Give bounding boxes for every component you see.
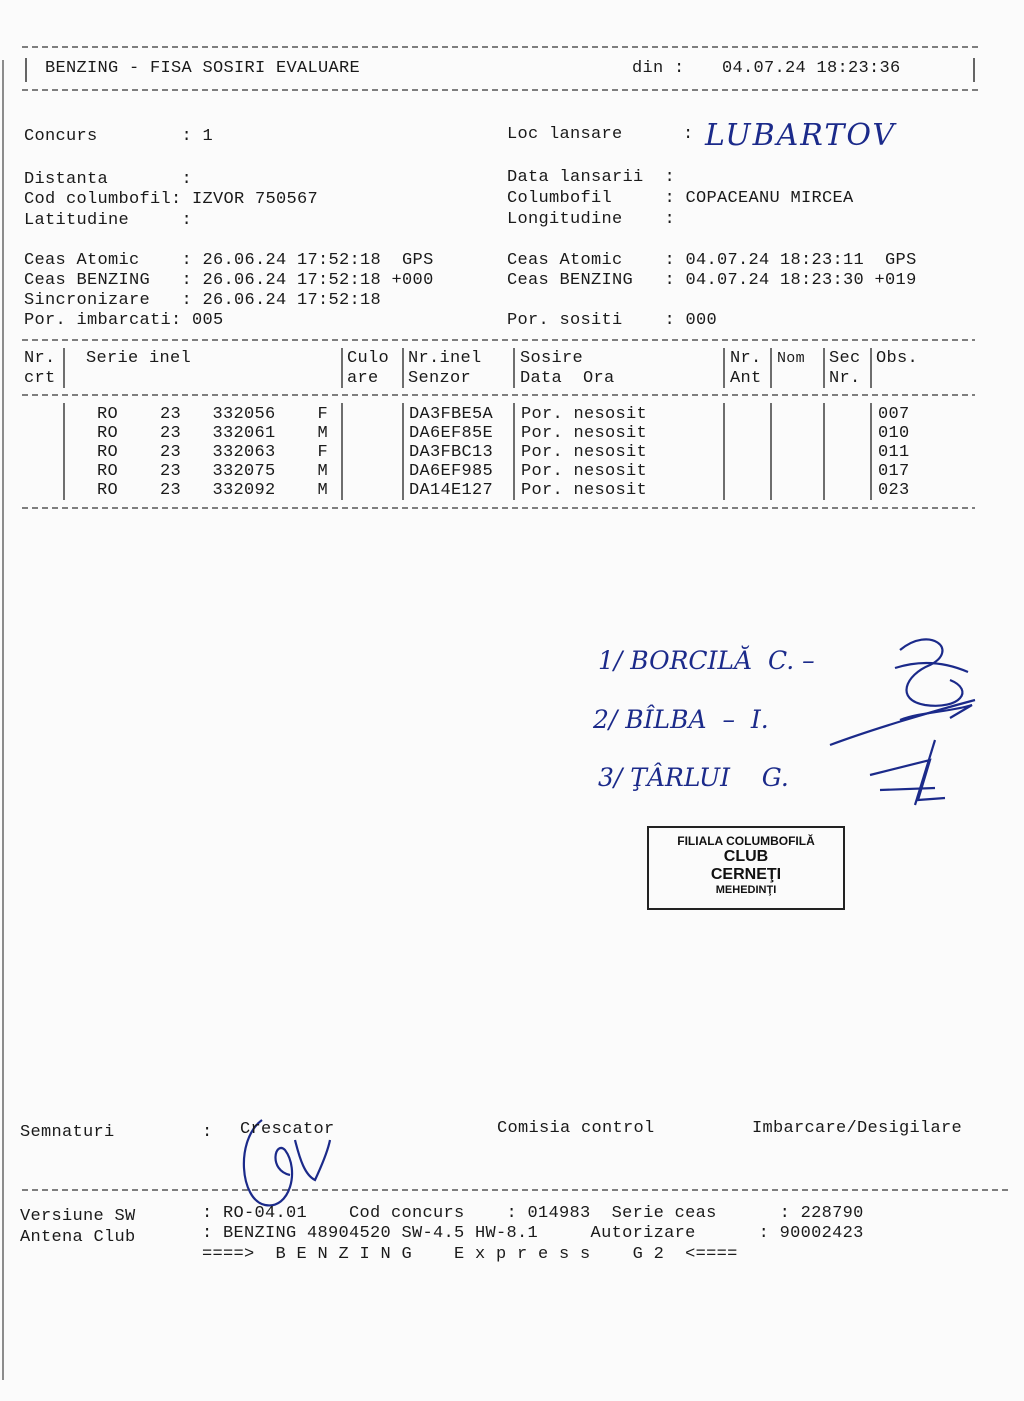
row-serie: RO 23 332075 M: [97, 462, 329, 481]
loc-lansare-colon: :: [683, 125, 694, 144]
row-sosire: Por. nesosit: [521, 481, 648, 500]
col-nr-crt-1: Nr.: [24, 349, 56, 368]
row-obs: 007: [878, 405, 910, 424]
por-imbarcati-field: Por. imbarcati: 005: [24, 311, 224, 330]
comisia-control-label: Comisia control: [497, 1119, 655, 1138]
antena-value: : BENZING 48904520 SW-4.5 HW-8.1 Autorizare : 90002423: [202, 1224, 864, 1243]
loc-lansare-label: Loc lansare: [507, 125, 623, 144]
stamp-line-2: CLUB: [723, 848, 769, 865]
row-obs: 010: [878, 424, 910, 443]
concurs-field: Concurs : 1: [24, 127, 214, 146]
col-nr-ant-2: Ant: [730, 369, 762, 388]
handwritten-name-2: 2/ BÎLBA – I.: [593, 705, 769, 734]
por-sositi-field: Por. sositi : 000: [507, 311, 718, 330]
row-serie: RO 23 332056 F: [97, 405, 329, 424]
columbofil-field: Columbofil : COPACEANU MIRCEA: [507, 189, 854, 208]
row-serie: RO 23 332061 M: [97, 424, 329, 443]
row-sosire: Por. nesosit: [521, 405, 648, 424]
row-senzor: DA3FBC13: [409, 443, 494, 462]
distanta-field: Distanta :: [24, 170, 193, 189]
row-senzor: DA3FBE5A: [409, 405, 494, 424]
crescator-label: Crescator: [240, 1120, 335, 1139]
report-title: BENZING - FISA SOSIRI EVALUARE: [45, 59, 361, 78]
col-sec-2: Nr.: [829, 369, 861, 388]
data-lansarii-field: Data lansarii :: [507, 168, 676, 187]
col-serie-inel: Serie inel: [86, 349, 192, 368]
row-serie: RO 23 332092 M: [97, 481, 329, 500]
col-sosire-2: Data Ora: [520, 369, 615, 388]
row-obs: 011: [878, 443, 910, 462]
date-label: din :: [632, 59, 685, 78]
loc-lansare-handwritten: LUBARTOV: [705, 118, 897, 153]
antena-label: Antena Club: [20, 1228, 136, 1247]
row-senzor: DA6EF985: [409, 462, 494, 481]
latitudine-field: Latitudine :: [24, 211, 193, 230]
col-culoare-1: Culo: [347, 349, 390, 368]
row-senzor: DA14E127: [409, 481, 494, 500]
row-sosire: Por. nesosit: [521, 462, 648, 481]
stamp-line-4: MEHEDINŢI: [715, 884, 777, 896]
semnaturi-label: Semnaturi: [20, 1123, 115, 1142]
row-senzor: DA6EF85E: [409, 424, 494, 443]
row-obs: 023: [878, 481, 910, 500]
cod-columbofil-field: Cod columbofil: IZVOR 750567: [24, 190, 319, 209]
col-nr-inel-2: Senzor: [408, 369, 472, 388]
handwritten-name-3: 3/ ŢÂRLUI G.: [598, 763, 789, 792]
stamp-line-3: CERNEŢI: [710, 866, 782, 883]
imbarcare-label: Imbarcare/Desigilare: [752, 1119, 963, 1138]
row-obs: 017: [878, 462, 910, 481]
semnaturi-colon: :: [202, 1123, 213, 1142]
ceas-atomic-end: Ceas Atomic : 04.07.24 18:23:11 GPS: [507, 251, 917, 270]
row-sosire: Por. nesosit: [521, 443, 648, 462]
col-nr-ant-1: Nr.: [730, 349, 762, 368]
stamp-line-1: FILIALA COLUMBOFILĂ: [677, 834, 815, 848]
versiune-value: : RO-04.01 Cod concurs : 014983 Serie ceas : 228790: [202, 1204, 864, 1223]
sincronizare-field: Sincronizare : 26.06.24 17:52:18: [24, 291, 382, 310]
col-culoare-2: are: [347, 369, 379, 388]
col-nom: Nom: [777, 350, 805, 367]
row-serie: RO 23 332063 F: [97, 443, 329, 462]
ceas-benzing-start: Ceas BENZING : 26.06.24 17:52:18 +000: [24, 271, 434, 290]
report-datetime: 04.07.24 18:23:36: [722, 59, 901, 78]
benzing-express-banner: ====> B E N Z I N G E x p r e s s G 2 <====: [202, 1245, 738, 1264]
handwritten-name-1: 1/ BORCILĂ C. –: [598, 646, 815, 675]
col-sosire-1: Sosire: [520, 349, 584, 368]
row-sosire: Por. nesosit: [521, 424, 648, 443]
col-obs: Obs.: [876, 349, 919, 368]
col-sec-1: Sec: [829, 349, 861, 368]
longitudine-field: Longitudine :: [507, 210, 676, 229]
col-nr-inel-1: Nr.inel: [408, 349, 482, 368]
ceas-atomic-start: Ceas Atomic : 26.06.24 17:52:18 GPS: [24, 251, 434, 270]
club-stamp: [647, 826, 845, 910]
ceas-benzing-end: Ceas BENZING : 04.07.24 18:23:30 +019: [507, 271, 917, 290]
col-nr-crt-2: crt: [24, 369, 56, 388]
versiune-label: Versiune SW: [20, 1207, 136, 1226]
